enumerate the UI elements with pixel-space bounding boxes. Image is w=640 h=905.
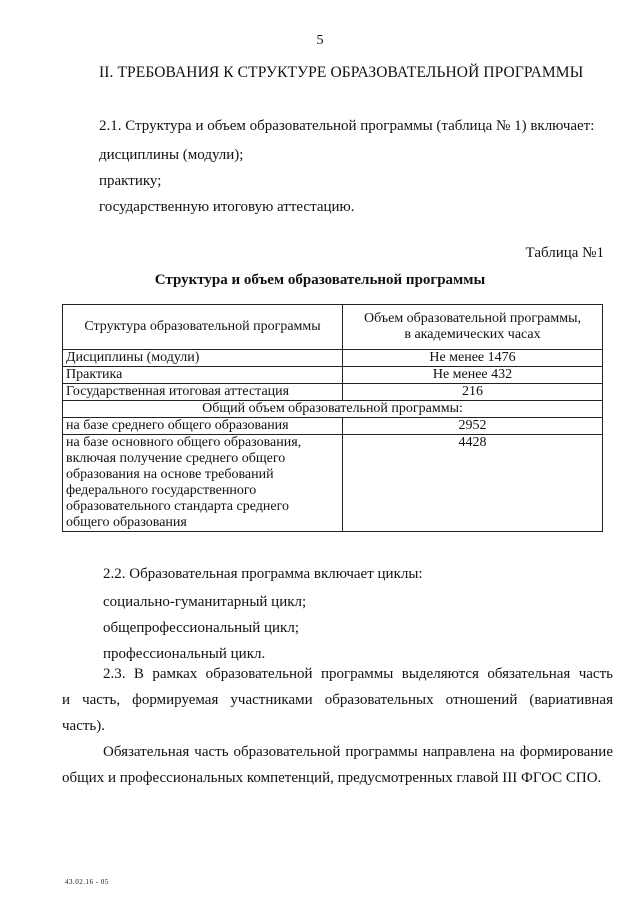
- basic-base-line: включая получение среднего общего: [66, 451, 286, 466]
- table-header-row: [63, 305, 603, 350]
- list-item-social-cycle: социально-гуманитарный цикл;: [103, 594, 307, 610]
- row-label-disciplines: Дисциплины (модули): [63, 350, 343, 367]
- paragraph-2-3-line1: 2.3. В рамках образовательной программы выделяются обязательная часть: [103, 666, 613, 682]
- list-item-practice: практику;: [99, 173, 162, 189]
- table-row: [63, 435, 603, 532]
- paragraph-mandatory-line2: общих и профессиональных компетенций, предусмотренных главой III ФГОС СПО.: [62, 770, 602, 786]
- table-row: [63, 367, 603, 384]
- basic-base-line: на базе основного общего образования,: [66, 435, 302, 450]
- row-label-secondary-base: на базе среднего общего образования: [63, 418, 343, 435]
- basic-base-line: федерального государственного: [66, 483, 257, 498]
- paragraph-2-1-intro: 2.1. Структура и объем образовательной программы (таблица № 1) включает:: [99, 118, 595, 134]
- header-volume-line1: Объем образовательной программы,: [363, 311, 582, 326]
- row-label-practice: Практика: [63, 367, 343, 384]
- row-value-attestation: 216: [343, 384, 603, 401]
- section-heading: II. ТРЕБОВАНИЯ К СТРУКТУРЕ ОБРАЗОВАТЕЛЬНОЙ ПРОГРАММЫ: [99, 64, 584, 81]
- header-volume-line2: в академических часах: [404, 327, 541, 342]
- table-row: [63, 401, 603, 418]
- list-item-attestation: государственную итоговую аттестацию.: [99, 199, 355, 215]
- basic-base-line: образования на основе требований: [66, 467, 274, 482]
- table-title: Структура и объем образовательной программы: [154, 272, 486, 288]
- total-volume-label: Общий объем образовательной программы:: [63, 401, 603, 418]
- page-number: 5: [316, 33, 324, 48]
- list-item-disciplines: дисциплины (модули);: [99, 147, 244, 163]
- list-item-professional-cycle: профессиональный цикл.: [103, 646, 266, 662]
- basic-base-line: образовательного стандарта среднего: [66, 499, 289, 514]
- row-value-disciplines: Не менее 1476: [343, 350, 603, 367]
- table-row: [63, 384, 603, 401]
- table-row: [63, 418, 603, 435]
- paragraph-mandatory-line1: Обязательная часть образовательной программы направлена на формирование: [103, 744, 613, 760]
- header-volume-cell: [343, 305, 603, 350]
- structure-table: [62, 304, 603, 532]
- basic-base-line: общего образования: [66, 515, 187, 530]
- row-value-secondary-base: 2952: [343, 418, 603, 435]
- list-item-general-professional-cycle: общепрофессиональный цикл;: [103, 620, 299, 636]
- header-structure-cell: Структура образовательной программы: [63, 305, 343, 350]
- footer-code: 43.02.16 - 05: [65, 878, 109, 886]
- paragraph-2-3-line2: и часть, формируемая участниками образовательных отношений (вариативная: [62, 692, 613, 708]
- row-label-basic-base: [63, 435, 343, 532]
- row-label-attestation: Государственная итоговая аттестация: [63, 384, 343, 401]
- table-caption: Таблица №1: [525, 245, 604, 261]
- row-value-practice: Не менее 432: [343, 367, 603, 384]
- row-value-basic-base: 4428: [343, 435, 603, 532]
- paragraph-2-3-line3: часть).: [62, 718, 106, 734]
- table-row: [63, 350, 603, 367]
- paragraph-2-2-intro: 2.2. Образовательная программа включает циклы:: [103, 566, 423, 582]
